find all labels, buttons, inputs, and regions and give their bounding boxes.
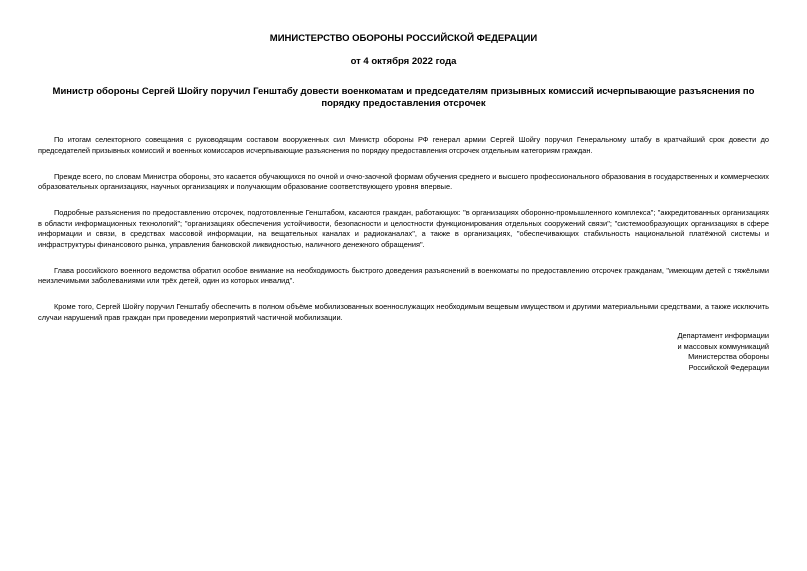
document-headline: Министр обороны Сергей Шойгу поручил Генштабу довести военкоматам и председателям призывных комиссий исчерпывающие разъяснения по порядку предоставления отсрочек <box>52 86 755 109</box>
paragraph-1: По итогам селекторного совещания с руководящим составом вооруженных сил Министр обороны РФ генерал армии Сергей Шойгу поручил Генеральному штабу в кратчайший срок довести до председателей призывных комиссий и военных комиссаров исчерпывающие разъяснения по порядку предоставления отсрочек отдельным категориям граждан. <box>38 135 769 155</box>
paragraph-4: Глава российского военного ведомства обратил особое внимание на необходимость быстрого доведения разъяснений в военкоматы по предоставлению отсрочек гражданам, "имеющим детей с тяжёлыми неизлечимыми заболеваниями или трёх детей, один из которых инвалид". <box>38 265 769 285</box>
signature-line: Российской Федерации <box>688 362 769 372</box>
paragraph-2: Прежде всего, по словам Министра обороны, это касается обучающихся по очной и очно-заочной формам обучения среднего и высшего профессионального образования в государственных и коммерческих образовательных организациях, научных организациях и получающим образование соответствующего уровня впервые. <box>38 171 769 191</box>
signature-line: и массовых коммуникаций <box>677 341 769 351</box>
document-date: от 4 октября 2022 года <box>350 56 457 67</box>
paragraph-5: Кроме того, Сергей Шойгу поручил Генштабу обеспечить в полном объёме мобилизованных военнослужащих необходимым вещевым имуществом и другими материальными средствами, а также исключить случаи нарушений прав граждан при проведении мероприятий частичной мобилизации. <box>38 302 769 322</box>
organization-title: МИНИСТЕРСТВО ОБОРОНЫ РОССИЙСКОЙ ФЕДЕРАЦИИ <box>269 33 538 44</box>
signature-block <box>677 331 769 373</box>
paragraph-3: Подробные разъяснения по предоставлению отсрочек, подготовленные Генштабом, касаются граждан, работающих: "в организациях оборонно-промышленного комплекса"; "аккредитованных организациях в области информационных технологий"; "организациях обеспечения устойчивости, безопасности и целостности функционирования отдельных сооружений связи"; "системообразующих организациях в сфере информации и связи, в средствах массовой информации, на вещательных каналах и радиоканалах", а также в организациях, "обеспечивающих стабильность национальной платёжной системы и инфраструктуры финансового рынка, управления банковской ликвидностью, наличного денежного обращения". <box>38 208 769 249</box>
signature-line: Министерства обороны <box>688 352 769 361</box>
document-body <box>38 135 769 339</box>
signature-line: Департамент информации <box>677 331 769 340</box>
